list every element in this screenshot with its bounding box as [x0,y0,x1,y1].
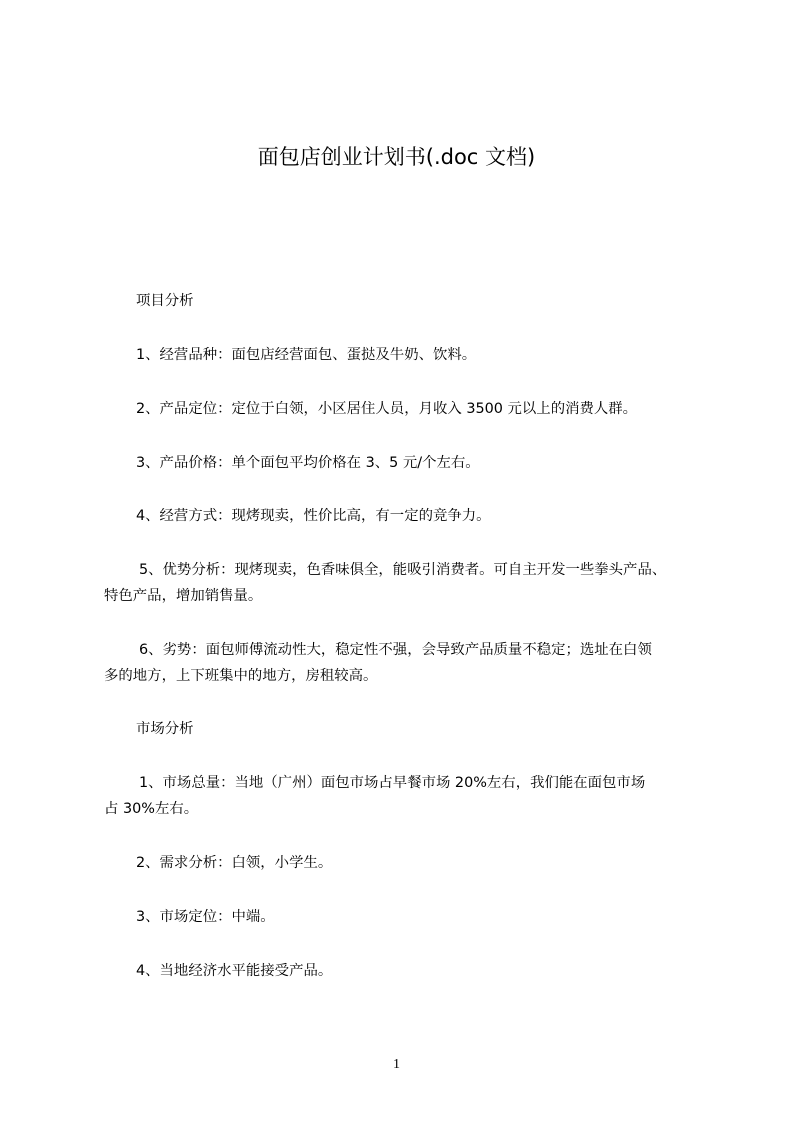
paragraph-business-variety: 1、经营品种：面包店经营面包、蛋挞及牛奶、饮料。 [136,347,477,363]
section-heading-market-analysis: 市场分析 [136,721,194,737]
paragraph-demand-analysis: 2、需求分析：白领，小学生。 [136,855,333,871]
section-heading-project-analysis: 项目分析 [136,293,194,309]
document-title: 面包店创业计划书(.doc 文档) [257,145,536,169]
paragraph-product-price: 3、产品价格：单个面包平均价格在 3、5 元/个左右。 [136,455,480,471]
paragraph-advantage-line-2: 特色产品，增加销售量。 [104,588,263,604]
paragraph-local-economy: 4、当地经济水平能接受产品。 [136,963,333,979]
paragraph-disadvantage-line-1: 6、劣势：面包师傅流动性大，稳定性不强，会导致产品质量不稳定；选址在白领 [139,642,652,658]
paragraph-disadvantage-line-2: 多的地方，上下班集中的地方，房租较高。 [104,668,378,684]
paragraph-market-total-line-1: 1、市场总量：当地（广州）面包市场占早餐市场 20%左右，我们能在面包市场 [139,775,646,791]
page-number: 1 [393,1057,400,1072]
paragraph-advantage-line-1: 5、优势分析：现烤现卖，色香味俱全，能吸引消费者。可自主开发一些拳头产品、 [139,562,667,578]
paragraph-business-mode: 4、经营方式：现烤现卖，性价比高，有一定的竞争力。 [136,508,491,524]
paragraph-advantage-analysis [104,557,724,609]
paragraph-market-total-line-2: 占 30%左右。 [104,801,199,817]
paragraph-disadvantage [104,637,724,689]
paragraph-market-total [104,770,724,822]
paragraph-market-positioning: 3、市场定位：中端。 [136,909,275,925]
paragraph-product-positioning: 2、产品定位：定位于白领，小区居住人员，月收入 3500 元以上的消费人群。 [136,401,638,417]
